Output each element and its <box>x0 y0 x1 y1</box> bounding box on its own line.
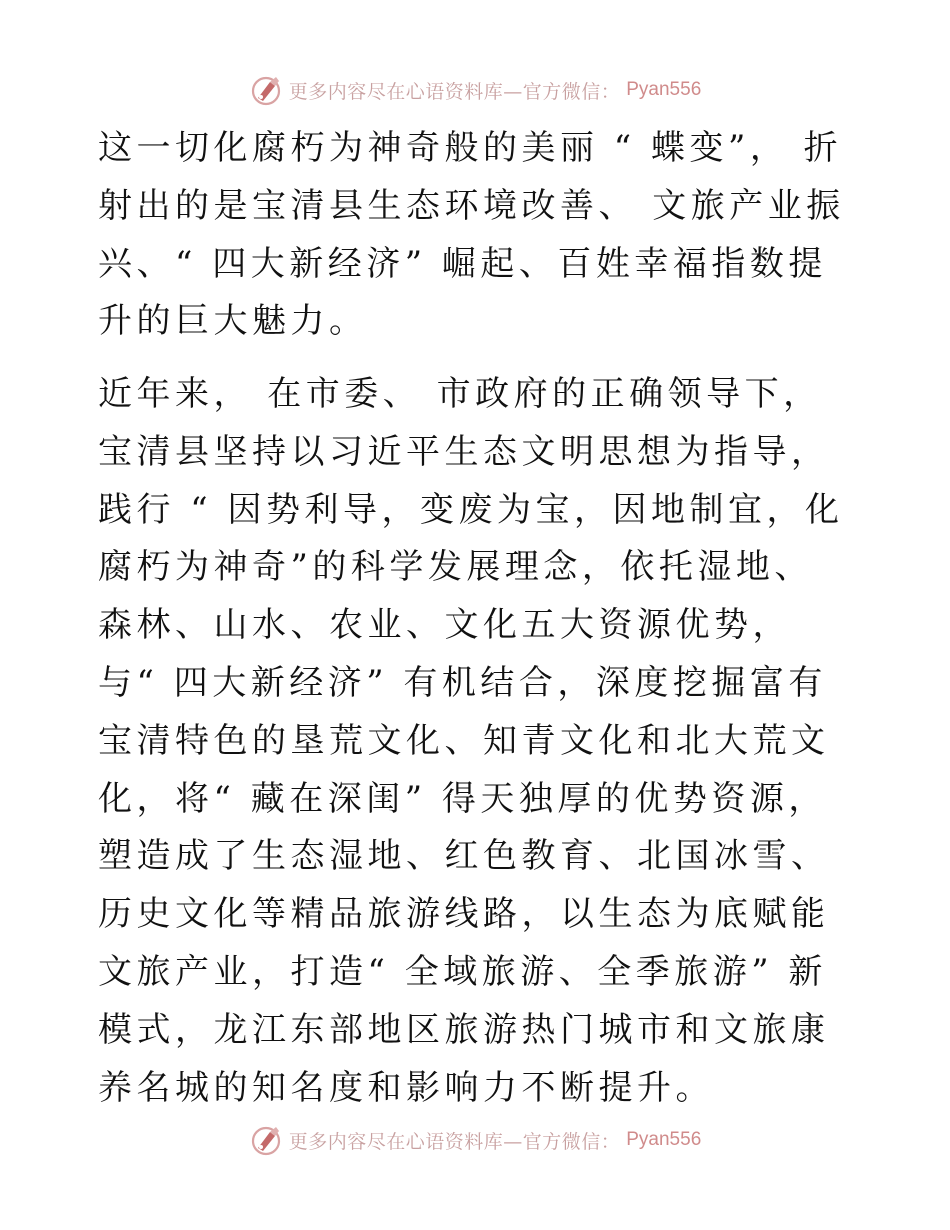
paragraph-1: 这一切化腐朽为神奇般的美丽 “ 蝶变”， 折射出的是宝清县生态环境改善、 文旅产业振兴、“ 四大新经济” 崛起、百姓幸福指数提升的巨大魅力。 <box>98 128 845 342</box>
watermark-account: Pyan556 <box>626 79 702 100</box>
watermark-account: Pyan556 <box>626 1129 702 1150</box>
pen-nib-logo-icon <box>249 1123 283 1157</box>
footer-watermark <box>0 1120 950 1160</box>
document-body <box>98 120 850 1117</box>
pen-nib-logo-icon <box>249 73 283 107</box>
paragraph-2: 近年来， 在市委、 市政府的正确领导下， 宝清县坚持以习近平生态文明思想为指导， 践行 “ 因势利导，变废为宝，因地制宜，化腐朽为神奇”的科学发展理念，依托湿地、森林、山水、农业、文化五大资源优势，与“ 四大新经济” 有机结合，深度挖掘富有宝清特色的垦荒文化、知青文化和北大荒文化，将“ 藏在深闺” 得天独厚的优势资源，塑造成了生态湿地、红色教育、北国冰雪、历史文化等精品旅游线路，以生态为底赋能文旅产业，打造“ 全域旅游、全季旅游” 新模式，龙江东部地区旅游热门城市和文旅康养名城的知名度和影响力不断提升。 <box>98 374 844 1108</box>
watermark-text: 更多内容尽在心语资料库—官方微信： <box>288 80 621 103</box>
header-watermark <box>0 70 950 110</box>
watermark-text: 更多内容尽在心语资料库—官方微信： <box>288 1130 621 1153</box>
